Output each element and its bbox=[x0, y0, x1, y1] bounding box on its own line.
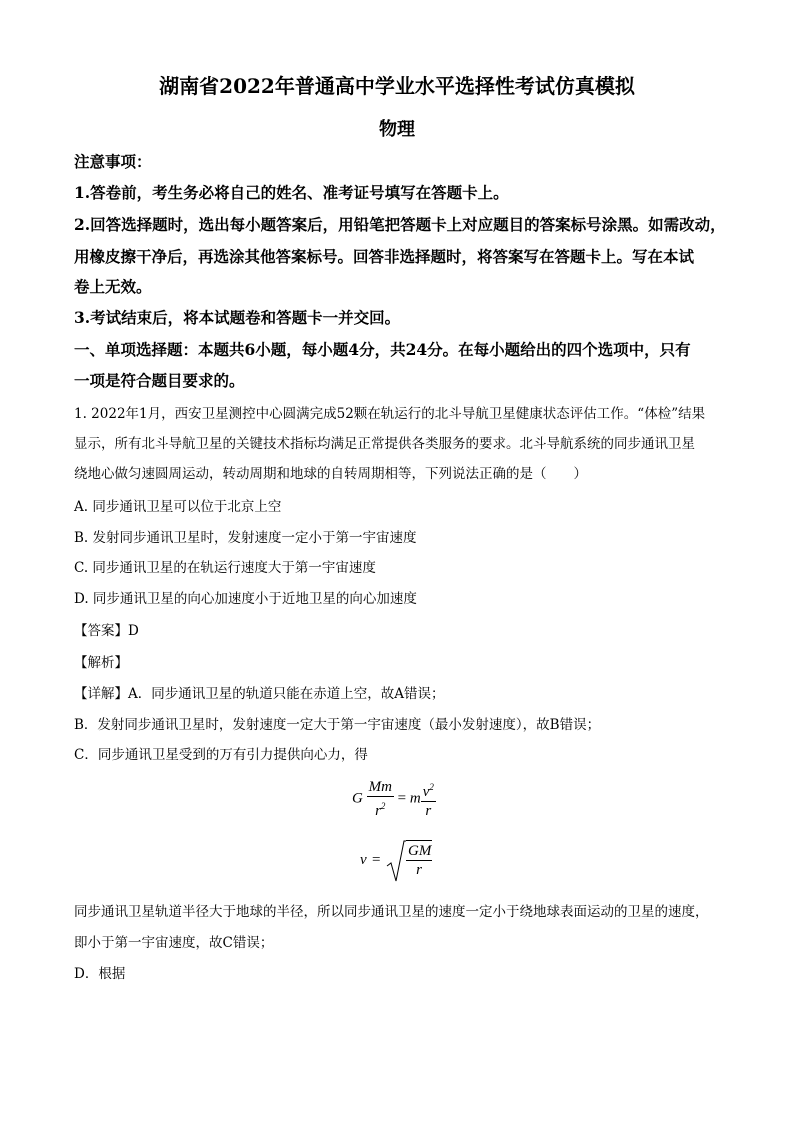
formula-g: G bbox=[352, 790, 363, 807]
notice-item-2-line-1: 2.回答选择题时，选出每小题答案后，用铅笔把答题卡上对应题目的答案标号涂黑。如需改动， bbox=[74, 215, 726, 234]
radical-sign-icon bbox=[386, 840, 406, 884]
option-d: D. 同步通讯卫星的向心加速度小于近地卫星的向心加速度 bbox=[74, 591, 417, 607]
conclusion-line-2: 即小于第一宇宙速度，故C错误； bbox=[74, 935, 274, 951]
notice-heading: 注意事项： bbox=[74, 152, 152, 171]
formula-left-denominator: r bbox=[375, 803, 381, 819]
formula2-equals: = bbox=[372, 852, 381, 868]
notice-item-2-line-2: 用橡皮擦干净后，再选涂其他答案标号。回答非选择题时，将答案写在答题卡上。写在本试 bbox=[74, 247, 695, 266]
formula-right-exponent: 2 bbox=[429, 782, 434, 792]
notice-item-1: 1.答卷前，考生务必将自己的姓名、准考证号填写在答题卡上。 bbox=[74, 183, 509, 202]
formula-left-numerator: Mm bbox=[368, 779, 392, 795]
formula-left-exponent: 2 bbox=[380, 801, 386, 811]
answer-label: 【答案】D bbox=[74, 623, 139, 639]
option-c: C. 同步通讯卫星的在轨运行速度大于第一宇宙速度 bbox=[74, 560, 376, 576]
question-stem-line-2: 显示，所有北斗导航卫星的关键技术指标均满足正常提供各类服务的要求。北斗导航系统的同步通讯卫星 bbox=[74, 436, 695, 452]
page-title: 湖南省2022年普通高中学业水平选择性考试仿真模拟 bbox=[159, 74, 635, 98]
detail-b: B．发射同步通讯卫星时，发射速度一定大于第一宇宙速度（最小发射速度），故B错误； bbox=[74, 717, 601, 733]
formula-left-fraction bbox=[367, 778, 394, 820]
option-b: B. 发射同步通讯卫星时，发射速度一定小于第一宇宙速度 bbox=[74, 530, 417, 546]
option-a: A. 同步通讯卫星可以位于北京上空 bbox=[74, 499, 282, 515]
formula2-denominator: r bbox=[416, 862, 422, 878]
formula-right-numerator: v bbox=[422, 784, 430, 800]
notice-item-2-line-3: 卷上无效。 bbox=[74, 277, 152, 296]
notice-item-3: 3.考试结束后，将本试题卷和答题卡一并交回。 bbox=[74, 308, 401, 327]
detail-d: D．根据 bbox=[74, 966, 126, 982]
question-stem-line-1: 1. 2022年1月，西安卫星测控中心圆满完成52颗在轨运行的北斗导航卫星健康状态评估工作。“体检”结果 bbox=[74, 406, 706, 422]
gravity-formula bbox=[352, 778, 436, 820]
formula-m: m bbox=[409, 790, 421, 807]
section-heading-line-1: 一、单项选择题：本题共6小题，每小题4分，共24分。在每小题给出的四个选项中，只有 bbox=[74, 340, 691, 359]
subject-title: 物理 bbox=[379, 119, 415, 140]
analysis-heading: 【解析】 bbox=[74, 655, 128, 671]
formula-equals: = bbox=[397, 790, 407, 807]
formula-right-fraction bbox=[421, 778, 436, 820]
detail-a: 【详解】A．同步通讯卫星的轨道只能在赤道上空，故A错误； bbox=[74, 686, 445, 702]
formula2-numerator: GM bbox=[408, 843, 432, 859]
formula-v: v bbox=[360, 852, 367, 868]
formula-right-denominator: r bbox=[425, 803, 432, 819]
formula2-fraction bbox=[406, 842, 432, 879]
conclusion-line-1: 同步通讯卫星轨道半径大于地球的半径，所以同步通讯卫星的速度一定小于绕地球表面运动的卫星的速度， bbox=[74, 904, 709, 920]
question-stem-line-3: 绕地心做匀速圆周运动，转动周期和地球的自转周期相等，下列说法正确的是（ ） bbox=[74, 466, 587, 482]
detail-c: C．同步通讯卫星受到的万有引力提供向心力，得 bbox=[74, 747, 368, 763]
section-heading-line-2: 一项是符合题目要求的。 bbox=[74, 371, 245, 390]
